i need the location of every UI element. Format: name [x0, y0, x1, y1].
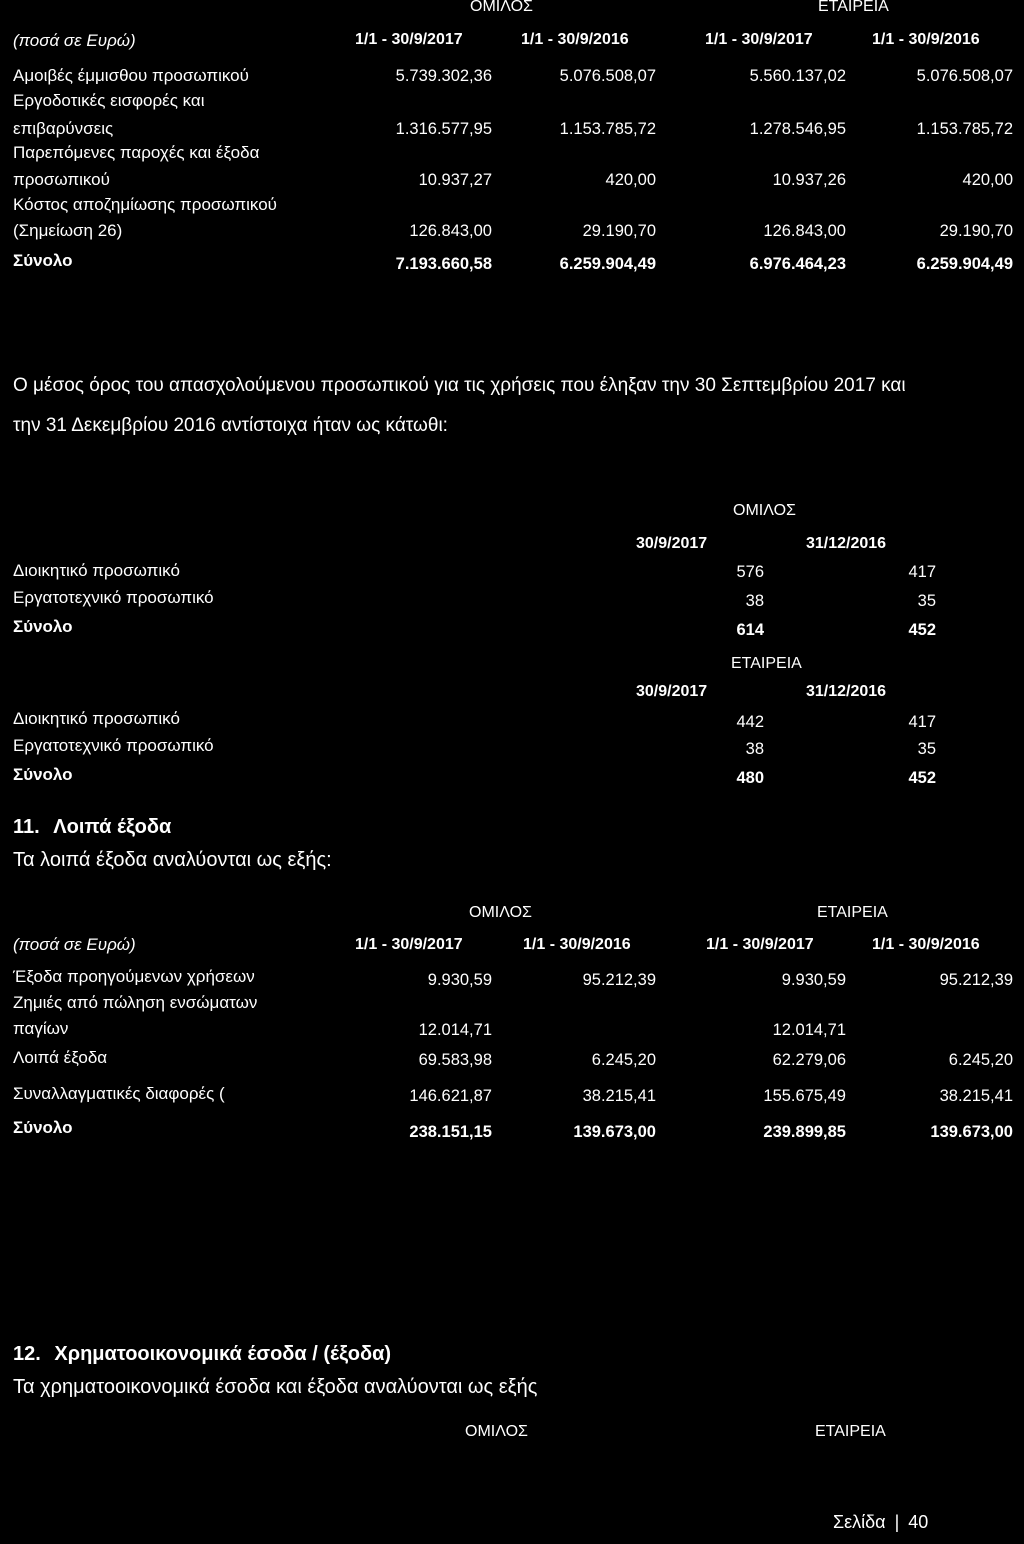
section-intro: Τα λοιπά έξοδα αναλύονται ως εξής: — [13, 849, 332, 871]
cell-value: 6.245,20 — [591, 1051, 656, 1069]
cell-value: 126.843,00 — [763, 222, 846, 240]
cell-value: 5.076.508,07 — [559, 67, 656, 85]
row-label: (Σημείωση 26) — [13, 221, 123, 240]
total-label: Σύνολο — [13, 251, 73, 270]
group-header: ΟΜΙΛΟΣ — [465, 1423, 528, 1440]
row-label: προσωπικού — [13, 170, 110, 189]
amount-note: (ποσά σε Ευρώ) — [13, 935, 136, 954]
row-label: Συναλλαγματικές διαφορές ( — [13, 1084, 225, 1103]
cell-value: 576 — [736, 563, 764, 581]
cell-value: 9.930,59 — [781, 971, 846, 989]
total-label: Σύνολο — [13, 617, 73, 636]
col-header: 30/9/2017 — [636, 535, 708, 552]
cell-value: 1.278.546,95 — [749, 120, 846, 138]
cell-value: 62.279,06 — [772, 1051, 846, 1069]
col-header: 1/1 - 30/9/2016 — [523, 936, 631, 953]
cell-value: 126.843,00 — [409, 222, 492, 240]
cell-value: 5.560.137,02 — [749, 67, 846, 85]
cell-value: 12.014,71 — [772, 1021, 846, 1039]
cell-value: 1.153.785,72 — [916, 120, 1013, 138]
row-label: επιβαρύνσεις — [13, 119, 114, 138]
section-number: 12. — [13, 1343, 41, 1365]
total-value: 238.151,15 — [409, 1123, 492, 1141]
cell-value: 155.675,49 — [763, 1087, 846, 1105]
page-number: 40 — [908, 1512, 929, 1532]
cell-value: 29.190,70 — [582, 222, 656, 240]
col-header: 30/9/2017 — [636, 683, 708, 700]
total-value: 139.673,00 — [573, 1123, 656, 1141]
row-label: Διοικητικό προσωπικό — [13, 709, 180, 728]
col-header: 31/12/2016 — [806, 535, 887, 552]
company-header: ΕΤΑΙΡΕΙΑ — [817, 904, 888, 921]
row-label: Παρεπόμενες παροχές και έξοδα — [13, 143, 260, 162]
col-header: 1/1 - 30/9/2017 — [705, 31, 813, 48]
cell-value: 5.076.508,07 — [916, 67, 1013, 85]
row-label: Εργατοτεχνικό προσωπικό — [13, 736, 214, 755]
cell-value: 38 — [745, 740, 764, 758]
col-header: 1/1 - 30/9/2016 — [521, 31, 629, 48]
total-value: 6.976.464,23 — [749, 255, 846, 273]
paragraph-line: Ο μέσος όρος του απασχολούμενου προσωπικού για τις χρήσεις που έληξαν την 30 Σεπτεμβρίου 2017 και — [13, 375, 906, 396]
cell-value: 417 — [908, 713, 936, 731]
cell-value: 1.153.785,72 — [559, 120, 656, 138]
section-heading — [13, 1343, 391, 1366]
group-header: ΟΜΙΛΟΣ — [470, 0, 533, 15]
total-label: Σύνολο — [13, 1118, 73, 1137]
amount-note: (ποσά σε Ευρώ) — [13, 31, 136, 50]
col-header: 1/1 - 30/9/2017 — [355, 936, 463, 953]
total-value: 239.899,85 — [763, 1123, 846, 1141]
row-label: Λοιπά έξοδα — [13, 1048, 108, 1067]
cell-value: 1.316.577,95 — [395, 120, 492, 138]
cell-value: 35 — [917, 740, 936, 758]
total-value: 480 — [736, 769, 764, 787]
col-header: 31/12/2016 — [806, 683, 887, 700]
row-label: Έξοδα προηγούμενων χρήσεων — [13, 967, 255, 986]
group-header: ΟΜΙΛΟΣ — [469, 904, 532, 921]
cell-value: 146.621,87 — [409, 1087, 492, 1105]
cell-value: 10.937,27 — [418, 171, 492, 189]
section-number: 11. — [13, 816, 40, 838]
row-label: Διοικητικό προσωπικό — [13, 561, 180, 580]
col-header: 1/1 - 30/9/2017 — [355, 31, 463, 48]
cell-value: 6.245,20 — [948, 1051, 1013, 1069]
row-label: Αμοιβές έμμισθου προσωπικού — [13, 66, 249, 85]
col-header: 1/1 - 30/9/2016 — [872, 936, 980, 953]
cell-value: 5.739.302,36 — [395, 67, 492, 85]
cell-value: 35 — [917, 592, 936, 610]
cell-value: 10.937,26 — [772, 171, 846, 189]
cell-value: 9.930,59 — [427, 971, 492, 989]
page-footer — [833, 1512, 928, 1533]
row-label: Ζημιές από πώληση ενσώματων — [13, 993, 258, 1012]
total-value: 6.259.904,49 — [559, 255, 656, 273]
section-heading — [13, 816, 171, 839]
cell-value: 38 — [745, 592, 764, 610]
group-header: ΟΜΙΛΟΣ — [733, 502, 796, 519]
total-value: 6.259.904,49 — [916, 255, 1013, 273]
total-value: 452 — [908, 769, 936, 787]
cell-value: 69.583,98 — [418, 1051, 492, 1069]
row-label: Κόστος αποζημίωσης προσωπικού — [13, 195, 277, 214]
section-intro: Τα χρηματοοικονομικά έσοδα και έξοδα αναλύονται ως εξής — [13, 1376, 538, 1398]
page-separator: | — [894, 1512, 900, 1532]
page-label: Σελίδα — [833, 1512, 886, 1532]
section-title: Χρηματοοικονομικά έσοδα / (έξοδα) — [54, 1343, 392, 1365]
row-label: Εργατοτεχνικό προσωπικό — [13, 588, 214, 607]
cell-value: 420,00 — [962, 171, 1013, 189]
section-title: Λοιπά έξοδα — [53, 816, 172, 838]
row-label: παγίων — [13, 1019, 69, 1038]
cell-value: 12.014,71 — [418, 1021, 492, 1039]
total-value: 614 — [736, 621, 764, 639]
cell-value: 417 — [908, 563, 936, 581]
cell-value: 29.190,70 — [939, 222, 1013, 240]
total-label: Σύνολο — [13, 765, 73, 784]
col-header: 1/1 - 30/9/2016 — [872, 31, 980, 48]
company-header: ΕΤΑΙΡΕΙΑ — [815, 1423, 886, 1440]
total-value: 7.193.660,58 — [395, 255, 492, 273]
paragraph-line: την 31 Δεκεμβρίου 2016 αντίστοιχα ήταν ως κάτωθι: — [13, 415, 448, 436]
col-header: 1/1 - 30/9/2017 — [706, 936, 814, 953]
company-header: ΕΤΑΙΡΕΙΑ — [731, 655, 802, 672]
cell-value: 38.215,41 — [939, 1087, 1013, 1105]
row-label: Εργοδοτικές εισφορές και — [13, 91, 205, 110]
cell-value: 95.212,39 — [939, 971, 1013, 989]
cell-value: 38.215,41 — [582, 1087, 656, 1105]
company-header: ΕΤΑΙΡΕΙΑ — [818, 0, 889, 15]
total-value: 139.673,00 — [930, 1123, 1013, 1141]
cell-value: 442 — [736, 713, 764, 731]
total-value: 452 — [908, 621, 936, 639]
cell-value: 420,00 — [605, 171, 656, 189]
cell-value: 95.212,39 — [582, 971, 656, 989]
